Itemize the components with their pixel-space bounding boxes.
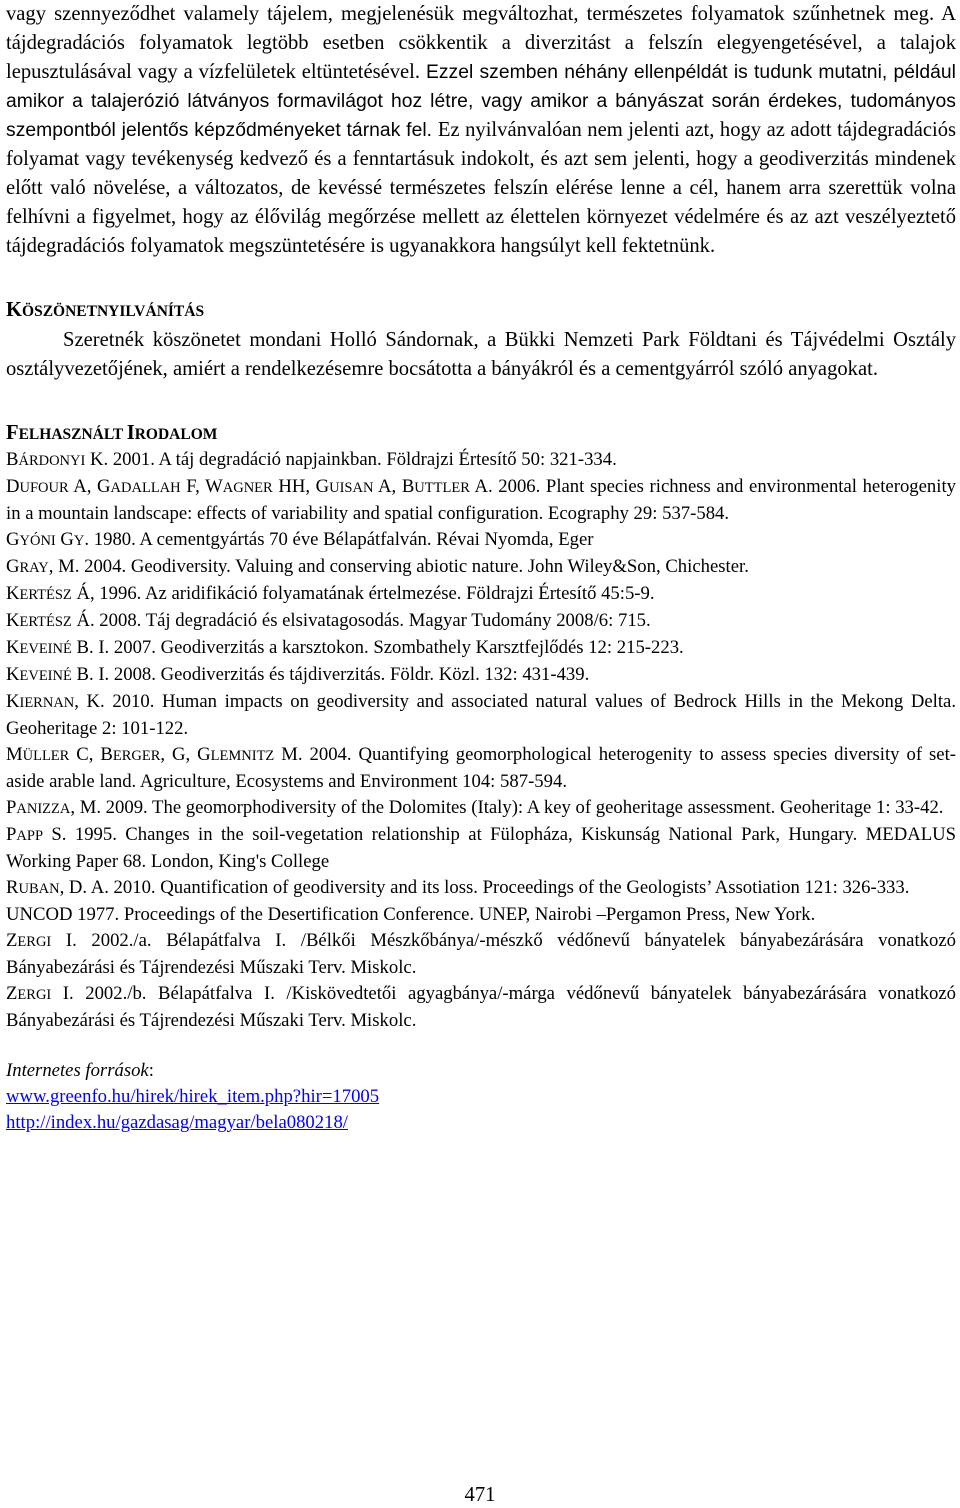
reference-text: K [6,610,20,631]
reference-text: R [6,877,19,898]
reference-text: S. 1995. Changes in the soil-vegetation relationship at Fülopháza, Kiskunság National Park, Hungary. MEDALUS Working Paper 68. London, King's College [6,824,956,872]
reference-text: P [6,824,17,845]
reference-item [6,822,956,875]
reference-author-smallcaps: ERGI [17,934,52,950]
reference-item [6,795,956,822]
reference-item [6,635,956,662]
body-text-sans: Ezzel szemben néhány ellenpéldát is tudunk mutatni, például amikor a talajerózió látványos formavilágot hoz létre, vagy amikor a bányászat során érdekes, tudományos szempontból jelentős képződményeket tárnak fel. [6,62,956,141]
reference-item [6,981,956,1034]
reference-text: G [6,556,20,577]
reference-text: B [6,449,19,470]
reference-item [6,581,956,608]
reference-text: . 1980. A cementgyártás 70 éve Bélapátfalván. Révai Nyomda, Eger [84,529,594,550]
reference-author-smallcaps: UFOUR [19,480,69,496]
reference-item [6,447,956,474]
body-text-serif-a: vagy szennyeződhet valamely tájelem, megjelenésük megváltozhat, természetes folyamatok szűnhetnek meg. A tájdegradációs folyamatok legtöbb esetben csökkentik a diverzitást a felszín elegyengetésével, a talajok lepusztulásával vagy a vízfelületek eltüntetésével. [6,3,956,83]
reference-author-smallcaps: ERTÉSZ [19,587,72,603]
reference-list [6,447,956,1034]
page-content [6,0,956,1136]
body-text-serif-b: Ez nyilvánvalóan nem jelenti azt, hogy az adott tájdegradációs folyamat vagy tevékenység kedvező és a fenntartásuk indokolt, és azt sem jelenti, hogy a geodiverzitás mindenek előtt való növelése, a változatos, de kevéssé természetes felszín elérése lenne a cél, hanem arra szerettük volna felhívni a figyelmet, hogy az élővilág megőrzése mellett az élettelen környezet védelmére és az azt veszélyeztető tájdegradációs folyamatok megszüntetésére is ugyanakkora hangsúlyt kell fektetnünk. [6,119,957,257]
reference-author-smallcaps: EVEINÉ [19,641,72,657]
reference-text: P [6,797,17,818]
reference-author-smallcaps: ÁRDONYI [18,453,86,469]
reference-text: Á, 1996. Az aridifikáció folyamatának értelmezése. Földrajzi Értesítő 45:5-9. [71,583,655,604]
reference-item [6,875,956,902]
reference-text: B. I. 2008. Geodiverzitás és tájdiverzitás. Földr. Közl. 132: 431-439. [71,664,590,685]
internet-link-index[interactable]: http://index.hu/gazdasag/magyar/bela080218/ [6,1112,348,1133]
reference-author-smallcaps: YÓNI [19,533,56,549]
reference-author-smallcaps: ÜLLER [22,748,70,764]
reference-author-smallcaps: APP [16,828,44,844]
reference-author-smallcaps: RAY [19,560,49,576]
reference-text: , M. 2004. Geodiversity. Valuing and conserving abiotic nature. John Wiley&Son, Chichester. [48,556,749,577]
reference-author-smallcaps: EVEINÉ [19,668,72,684]
reference-text: A, G [68,476,111,497]
reference-item [6,902,956,928]
reference-author-smallcaps: ERGI [17,987,52,1003]
reference-text: Á. 2008. Táj degradáció és elsivatagosodás. Magyar Tudomány 2008/6: 715. [71,610,651,631]
internet-link-greenfo[interactable]: www.greenfo.hu/hirek/hirek_item.php?hir=17005 [6,1086,380,1107]
reference-text: , M. 2009. The geomorphodiversity of the Dolomites (Italy): A key of geoheritage assessment. Geoheritage 1: 33-42. [70,797,944,818]
reference-item [6,474,956,527]
reference-author-smallcaps: LEMNITZ [210,748,275,764]
reference-author-smallcaps: AGNER [222,480,273,496]
reference-text: K [6,691,20,712]
reference-text: G [6,529,20,550]
body-paragraph [6,0,956,261]
reference-text: K. 2001. A táj degradáció napjainkban. Földrajzi Értesítő 50: 321-334. [85,449,617,470]
reference-item [6,608,956,635]
reference-author-smallcaps: UTTLER [414,480,470,496]
reference-item [6,689,956,742]
reference-text: D [6,476,20,497]
reference-text: M. 2004. Quantifying geomorphological heterogenity to assess species diversity of set-aside arable land. Agriculture, Ecosystems and Environment 104: 587-594. [6,744,956,792]
reference-text: UNCOD 1977. Proceedings of the Desertification Conference. UNEP, Nairobi –Pergamon Press, New York. [6,904,816,925]
references-heading: FELHASZNÁLT IRODALOM [6,422,218,444]
reference-text: I. 2002./a. Bélapátfalva I. /Bélkői Mészkőbánya/-mészkő védőnevű bányatelek bányabezárására vonatkozó Bányabezárási és Tájrendezési Műszaki Terv. Miskolc. [6,930,956,978]
reference-item [6,662,956,689]
acknowledgements-heading: KÖSZÖNETNYILVÁNÍTÁS [6,299,205,321]
internet-sources-label: Internetes források: [6,1060,154,1081]
reference-text: G [55,529,74,550]
reference-text: F, W [180,476,223,497]
reference-text: C, B [69,744,113,765]
reference-text: HH, G [272,476,330,497]
reference-text: A. 2006. Plant species richness and environmental heterogenity in a mountain landscape: effects of variability and spatial configuration. Ecography 29: 537-584. [6,476,956,524]
reference-text: Z [6,983,18,1004]
reference-author-smallcaps: IERNAN [19,695,75,711]
reference-item [6,928,956,981]
reference-author-smallcaps: UISAN [329,480,374,496]
reference-text: , K. 2010. Human impacts on geodiversity and associated natural values of Bedrock Hills in the Mekong Delta. Geoheritage 2: 101-122. [6,691,956,739]
reference-text: , D. A. 2010. Quantification of geodiversity and its loss. Proceedings of the Geologists’ Assotiation 121: 326-333. [59,877,910,898]
reference-text: I. 2002./b. Bélapátfalva I. /Kiskövedtetői agyagbánya/-márga védőnevű bányatelek bányabezárására vonatkozó Bányabezárási és Tájrendezési Műszaki Terv. Miskolc. [6,983,956,1031]
reference-item [6,527,956,554]
reference-text: A, B [373,476,415,497]
page-number: 471 [464,1484,496,1506]
reference-author-smallcaps: Y [73,533,85,549]
reference-author-smallcaps: ERTÉSZ [19,614,72,630]
reference-text: M [6,744,23,765]
reference-text: K [6,637,20,658]
reference-author-smallcaps: ANIZZA [16,801,71,817]
reference-author-smallcaps: UBAN [18,881,60,897]
reference-item [6,554,956,581]
reference-text: K [6,664,20,685]
reference-text: Z [6,930,18,951]
reference-text: K [6,583,20,604]
reference-text: , G, G [160,744,211,765]
reference-item [6,742,956,795]
reference-text: B. I. 2007. Geodiverzitás a karsztokon. Szombathely Karsztfejlődés 12: 215-223. [71,637,684,658]
reference-author-smallcaps: ERGER [112,748,161,764]
acknowledgements-text: Szeretnék köszönetet mondani Holló Sándornak, a Bükki Nemzeti Park Földtani és Tájvédelmi Osztály osztályvezetőjének, amiért a rendelkezésemre bocsátotta a bányákról és a cementgyárról szóló anyagokat. [6,329,956,380]
reference-author-smallcaps: ADALLAH [110,480,181,496]
